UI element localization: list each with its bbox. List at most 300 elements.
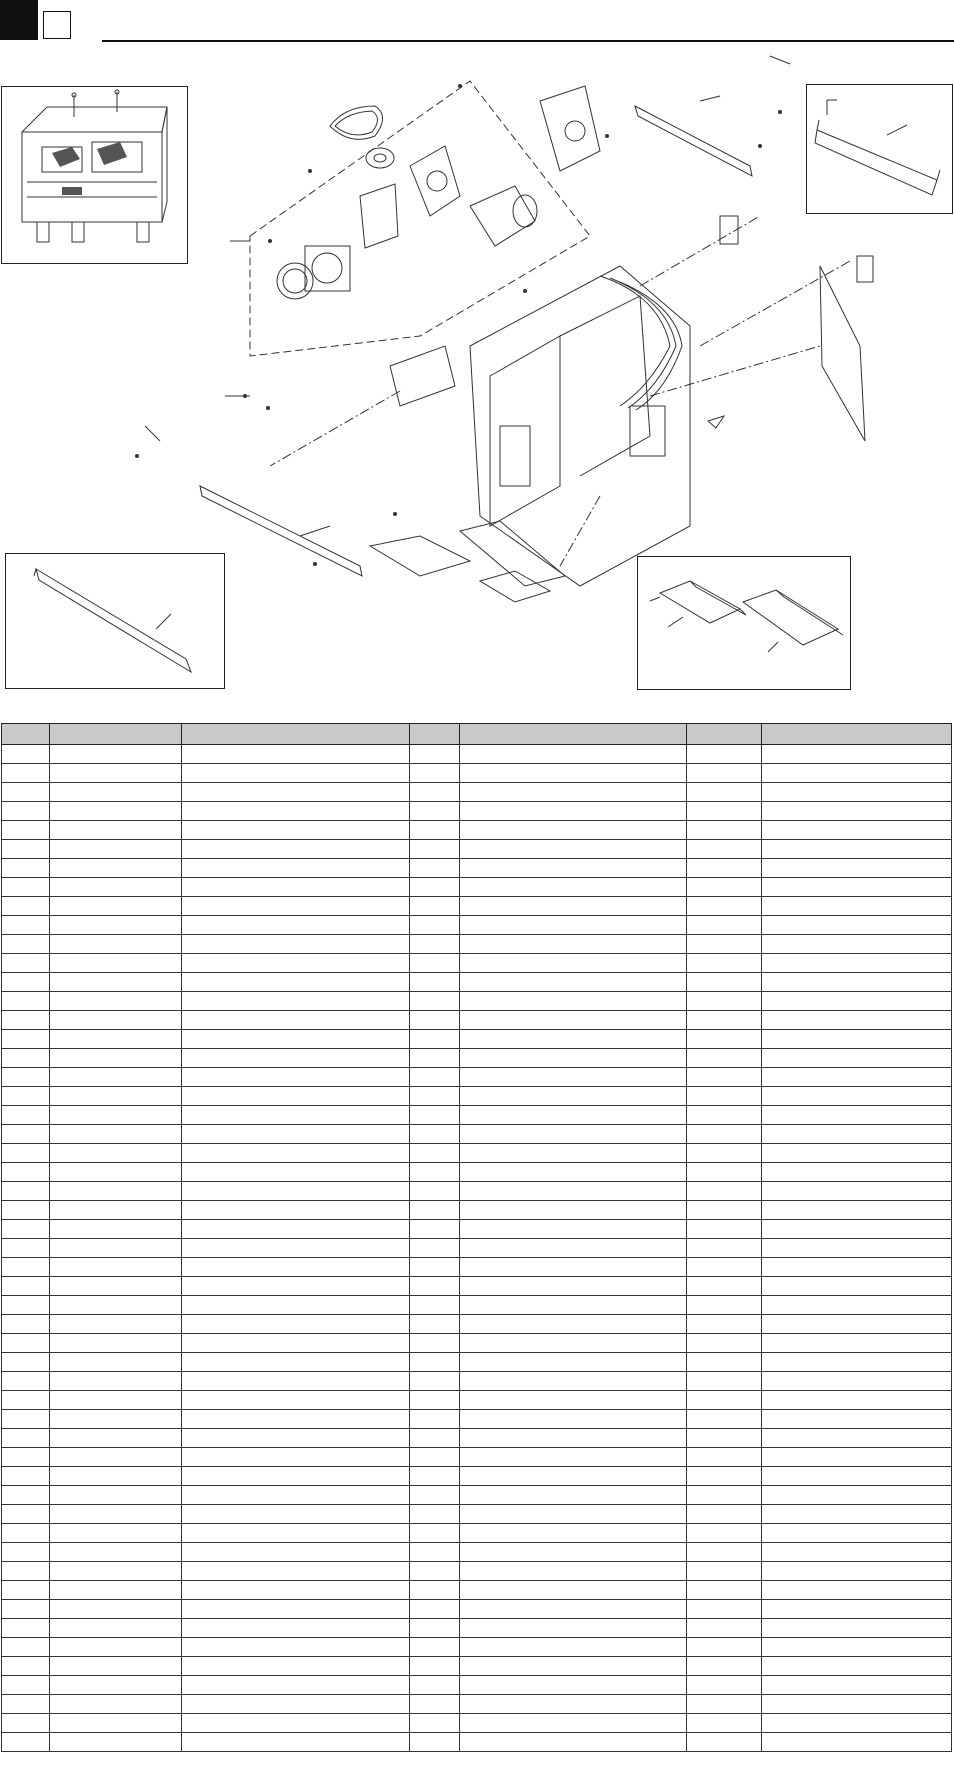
table-cell: [2, 840, 50, 859]
table-cell: [182, 992, 410, 1011]
table-cell: [410, 1144, 460, 1163]
table-cell: [687, 1334, 762, 1353]
table-cell: [182, 1144, 410, 1163]
table-cell: [687, 897, 762, 916]
table-cell: [687, 973, 762, 992]
table-cell: [2, 897, 50, 916]
table-cell: [182, 973, 410, 992]
table-cell: [762, 1068, 952, 1087]
table-row: [2, 1486, 952, 1505]
table-cell: [50, 764, 182, 783]
table-cell: [687, 1391, 762, 1410]
table-cell: [182, 1505, 410, 1524]
table-cell: [410, 954, 460, 973]
table-cell: [687, 1030, 762, 1049]
table-row: [2, 1201, 952, 1220]
table-cell: [410, 764, 460, 783]
table-cell: [460, 840, 687, 859]
table-cell: [762, 764, 952, 783]
table-cell: [460, 1448, 687, 1467]
table-cell: [687, 1486, 762, 1505]
table-cell: [762, 1163, 952, 1182]
table-cell: [460, 1619, 687, 1638]
table-cell: [460, 1714, 687, 1733]
table-cell: [410, 1543, 460, 1562]
table-cell: [762, 973, 952, 992]
table-cell: [182, 859, 410, 878]
table-cell: [2, 1334, 50, 1353]
table-cell: [460, 1182, 687, 1201]
table-cell: [2, 916, 50, 935]
table-cell: [182, 1011, 410, 1030]
table-cell: [2, 1543, 50, 1562]
table-cell: [2, 1505, 50, 1524]
table-cell: [182, 1562, 410, 1581]
table-cell: [182, 1030, 410, 1049]
table-cell: [687, 783, 762, 802]
table-row: [2, 859, 952, 878]
table-cell: [182, 1619, 410, 1638]
table-cell: [182, 1315, 410, 1334]
table-cell: [2, 1714, 50, 1733]
table-cell: [50, 1220, 182, 1239]
table-cell: [687, 1733, 762, 1752]
header-cell: [2, 724, 50, 745]
table-cell: [2, 1163, 50, 1182]
table-cell: [762, 1486, 952, 1505]
table-cell: [182, 1182, 410, 1201]
table-cell: [410, 1448, 460, 1467]
section-marker-black: [0, 0, 38, 40]
table-cell: [762, 1296, 952, 1315]
table-cell: [2, 1562, 50, 1581]
table-cell: [762, 859, 952, 878]
table-cell: [460, 1429, 687, 1448]
table-row: [2, 1448, 952, 1467]
table-cell: [50, 1125, 182, 1144]
table-cell: [182, 1239, 410, 1258]
table-cell: [687, 1239, 762, 1258]
table-cell: [182, 935, 410, 954]
table-cell: [2, 1182, 50, 1201]
table-cell: [182, 1410, 410, 1429]
table-cell: [687, 1258, 762, 1277]
table-cell: [460, 1049, 687, 1068]
table-cell: [182, 802, 410, 821]
table-cell: [182, 1695, 410, 1714]
table-cell: [2, 1676, 50, 1695]
table-cell: [460, 1467, 687, 1486]
table-cell: [50, 1049, 182, 1068]
table-cell: [410, 1201, 460, 1220]
table-cell: [50, 1201, 182, 1220]
table-cell: [460, 802, 687, 821]
table-cell: [460, 1201, 687, 1220]
table-row: [2, 1676, 952, 1695]
table-cell: [410, 1410, 460, 1429]
table-cell: [410, 1467, 460, 1486]
table-row: [2, 1391, 952, 1410]
table-cell: [50, 1448, 182, 1467]
table-cell: [762, 1372, 952, 1391]
table-cell: [460, 897, 687, 916]
table-cell: [460, 1030, 687, 1049]
table-cell: [182, 1353, 410, 1372]
table-cell: [762, 1239, 952, 1258]
table-row: [2, 1049, 952, 1068]
parts-table: [1, 723, 952, 1752]
side-panel: [820, 266, 865, 441]
table-cell: [762, 1277, 952, 1296]
table-cell: [762, 1448, 952, 1467]
table-cell: [410, 1239, 460, 1258]
table-cell: [410, 897, 460, 916]
table-cell: [182, 1049, 410, 1068]
table-cell: [460, 1391, 687, 1410]
table-row: [2, 802, 952, 821]
table-cell: [50, 1030, 182, 1049]
bottom-bracket-1: [370, 536, 470, 576]
table-row: [2, 1220, 952, 1239]
table-cell: [410, 1581, 460, 1600]
header-cell: [460, 724, 687, 745]
table-cell: [2, 1448, 50, 1467]
table-cell: [687, 1182, 762, 1201]
table-cell: [50, 1600, 182, 1619]
table-cell: [410, 935, 460, 954]
table-cell: [182, 783, 410, 802]
table-cell: [182, 1524, 410, 1543]
table-cell: [460, 821, 687, 840]
table-cell: [460, 1144, 687, 1163]
table-cell: [687, 1220, 762, 1239]
table-cell: [460, 1581, 687, 1600]
table-cell: [182, 1220, 410, 1239]
table-cell: [687, 1429, 762, 1448]
table-row: [2, 1733, 952, 1752]
table-cell: [762, 1125, 952, 1144]
table-cell: [410, 973, 460, 992]
table-cell: [762, 821, 952, 840]
table-cell: [460, 1106, 687, 1125]
table-cell: [410, 840, 460, 859]
table-cell: [460, 1125, 687, 1144]
table-cell: [460, 764, 687, 783]
table-cell: [762, 1049, 952, 1068]
table-cell: [2, 1467, 50, 1486]
table-cell: [687, 1011, 762, 1030]
table-cell: [410, 1695, 460, 1714]
table-cell: [50, 1581, 182, 1600]
table-cell: [50, 1372, 182, 1391]
table-cell: [2, 878, 50, 897]
table-cell: [460, 1676, 687, 1695]
table-row: [2, 897, 952, 916]
table-cell: [460, 1220, 687, 1239]
table-cell: [182, 1638, 410, 1657]
table-row: [2, 1638, 952, 1657]
table-cell: [687, 878, 762, 897]
table-cell: [50, 916, 182, 935]
table-cell: [50, 1334, 182, 1353]
table-cell: [687, 821, 762, 840]
table-cell: [182, 954, 410, 973]
table-cell: [50, 1733, 182, 1752]
table-body: [2, 745, 952, 1752]
table-row: [2, 1429, 952, 1448]
table-cell: [762, 802, 952, 821]
section-marker-box: [43, 11, 71, 39]
fan-guard: [277, 263, 313, 299]
table-cell: [182, 1391, 410, 1410]
table-row: [2, 1410, 952, 1429]
table-cell: [762, 897, 952, 916]
table-cell: [2, 821, 50, 840]
table-cell: [410, 1505, 460, 1524]
table-cell: [460, 1068, 687, 1087]
table-cell: [410, 1486, 460, 1505]
table-cell: [182, 1600, 410, 1619]
table-cell: [50, 1353, 182, 1372]
table-cell: [687, 859, 762, 878]
table-cell: [50, 1619, 182, 1638]
table-cell: [687, 992, 762, 1011]
table-cell: [460, 1087, 687, 1106]
table-cell: [410, 745, 460, 764]
table-cell: [687, 935, 762, 954]
table-cell: [410, 1125, 460, 1144]
bottom-bracket-3: [480, 571, 550, 602]
table-cell: [2, 1011, 50, 1030]
table-cell: [2, 1353, 50, 1372]
table-cell: [460, 1315, 687, 1334]
table-cell: [2, 1372, 50, 1391]
table-cell: [2, 1144, 50, 1163]
table-cell: [182, 840, 410, 859]
table-row: [2, 1581, 952, 1600]
right-bracket-2: [857, 256, 873, 282]
table-row: [2, 1505, 952, 1524]
table-cell: [687, 1505, 762, 1524]
table-cell: [762, 1581, 952, 1600]
table-cell: [2, 1657, 50, 1676]
table-row: [2, 1106, 952, 1125]
table-cell: [762, 1467, 952, 1486]
table-cell: [182, 1486, 410, 1505]
table-cell: [460, 973, 687, 992]
table-cell: [687, 1296, 762, 1315]
table-cell: [687, 1353, 762, 1372]
table-cell: [687, 1125, 762, 1144]
table-cell: [687, 802, 762, 821]
table-cell: [2, 764, 50, 783]
table-row: [2, 1657, 952, 1676]
table-cell: [410, 1220, 460, 1239]
table-cell: [460, 916, 687, 935]
table-cell: [50, 1011, 182, 1030]
table-cell: [410, 1429, 460, 1448]
table-cell: [762, 1429, 952, 1448]
table-row: [2, 992, 952, 1011]
table-cell: [687, 1524, 762, 1543]
table-cell: [460, 745, 687, 764]
table-cell: [410, 802, 460, 821]
table-cell: [2, 1258, 50, 1277]
table-cell: [762, 1391, 952, 1410]
table-cell: [50, 1106, 182, 1125]
table-cell: [50, 1638, 182, 1657]
table-cell: [50, 802, 182, 821]
table-cell: [2, 973, 50, 992]
table-cell: [50, 1714, 182, 1733]
table-cell: [687, 1638, 762, 1657]
table-cell: [460, 1638, 687, 1657]
table-cell: [50, 1524, 182, 1543]
table-cell: [687, 1277, 762, 1296]
table-cell: [410, 1638, 460, 1657]
table-cell: [460, 1239, 687, 1258]
table-cell: [2, 1068, 50, 1087]
table-cell: [762, 1676, 952, 1695]
table-cell: [182, 1258, 410, 1277]
table-cell: [50, 1543, 182, 1562]
table-cell: [460, 1296, 687, 1315]
table-row: [2, 783, 952, 802]
table-cell: [2, 1277, 50, 1296]
table-cell: [762, 1334, 952, 1353]
table-cell: [182, 1448, 410, 1467]
table-cell: [460, 1562, 687, 1581]
table-cell: [50, 1486, 182, 1505]
table-cell: [50, 1467, 182, 1486]
table-cell: [50, 1087, 182, 1106]
table-row: [2, 1353, 952, 1372]
table-cell: [410, 1068, 460, 1087]
table-cell: [410, 916, 460, 935]
table-cell: [410, 1334, 460, 1353]
table-cell: [762, 1030, 952, 1049]
table-cell: [762, 1505, 952, 1524]
table-cell: [182, 1543, 410, 1562]
table-cell: [2, 1391, 50, 1410]
table-cell: [182, 1372, 410, 1391]
table-cell: [762, 745, 952, 764]
carriage: [390, 346, 455, 406]
table-cell: [410, 878, 460, 897]
table-row: [2, 764, 952, 783]
table-cell: [762, 1258, 952, 1277]
table-cell: [762, 1353, 952, 1372]
table-cell: [460, 954, 687, 973]
table-row: [2, 1600, 952, 1619]
table-cell: [50, 1391, 182, 1410]
table-cell: [762, 916, 952, 935]
table-cell: [687, 1657, 762, 1676]
table-cell: [687, 1106, 762, 1125]
table-cell: [687, 1315, 762, 1334]
table-row: [2, 1372, 952, 1391]
table-cell: [50, 878, 182, 897]
table-header-row: [2, 724, 952, 745]
table-row: [2, 1714, 952, 1733]
table-row: [2, 1524, 952, 1543]
table-cell: [2, 802, 50, 821]
table-cell: [762, 954, 952, 973]
table-cell: [182, 1106, 410, 1125]
table-cell: [2, 1695, 50, 1714]
table-cell: [410, 1657, 460, 1676]
table-cell: [182, 1087, 410, 1106]
table-cell: [410, 1011, 460, 1030]
table-cell: [2, 1201, 50, 1220]
table-row: [2, 1011, 952, 1030]
table-cell: [460, 878, 687, 897]
table-cell: [687, 764, 762, 783]
table-row: [2, 1163, 952, 1182]
table-cell: [687, 1087, 762, 1106]
table-row: [2, 1030, 952, 1049]
table-cell: [50, 1068, 182, 1087]
table-cell: [2, 1638, 50, 1657]
table-cell: [50, 1296, 182, 1315]
table-cell: [460, 1733, 687, 1752]
table-row: [2, 935, 952, 954]
table-cell: [2, 1524, 50, 1543]
table-cell: [762, 1562, 952, 1581]
table-cell: [762, 935, 952, 954]
header-cell: [182, 724, 410, 745]
table-cell: [410, 1163, 460, 1182]
table-cell: [410, 1676, 460, 1695]
table-cell: [182, 1657, 410, 1676]
table-cell: [762, 1220, 952, 1239]
table-cell: [410, 1562, 460, 1581]
table-cell: [762, 1315, 952, 1334]
table-cell: [50, 821, 182, 840]
table-cell: [460, 1543, 687, 1562]
table-cell: [2, 1733, 50, 1752]
table-row: [2, 954, 952, 973]
top-cover: [540, 86, 600, 171]
table-cell: [50, 1182, 182, 1201]
table-cell: [182, 1296, 410, 1315]
table-cell: [410, 1733, 460, 1752]
table-cell: [2, 1619, 50, 1638]
table-cell: [762, 1106, 952, 1125]
table-cell: [182, 897, 410, 916]
coil-cable: [600, 276, 670, 406]
table-row: [2, 1087, 952, 1106]
table-cell: [2, 935, 50, 954]
table-cell: [762, 1011, 952, 1030]
mount-plate: [360, 184, 398, 248]
table-cell: [410, 1106, 460, 1125]
table-cell: [50, 745, 182, 764]
table-row: [2, 821, 952, 840]
table-cell: [687, 1714, 762, 1733]
table-cell: [182, 1733, 410, 1752]
table-cell: [460, 1524, 687, 1543]
table-cell: [50, 783, 182, 802]
table-cell: [460, 1410, 687, 1429]
table-cell: [687, 954, 762, 973]
table-cell: [762, 1657, 952, 1676]
table-cell: [2, 783, 50, 802]
table-cell: [460, 859, 687, 878]
table-cell: [762, 1410, 952, 1429]
table-cell: [2, 1239, 50, 1258]
table-row: [2, 1562, 952, 1581]
